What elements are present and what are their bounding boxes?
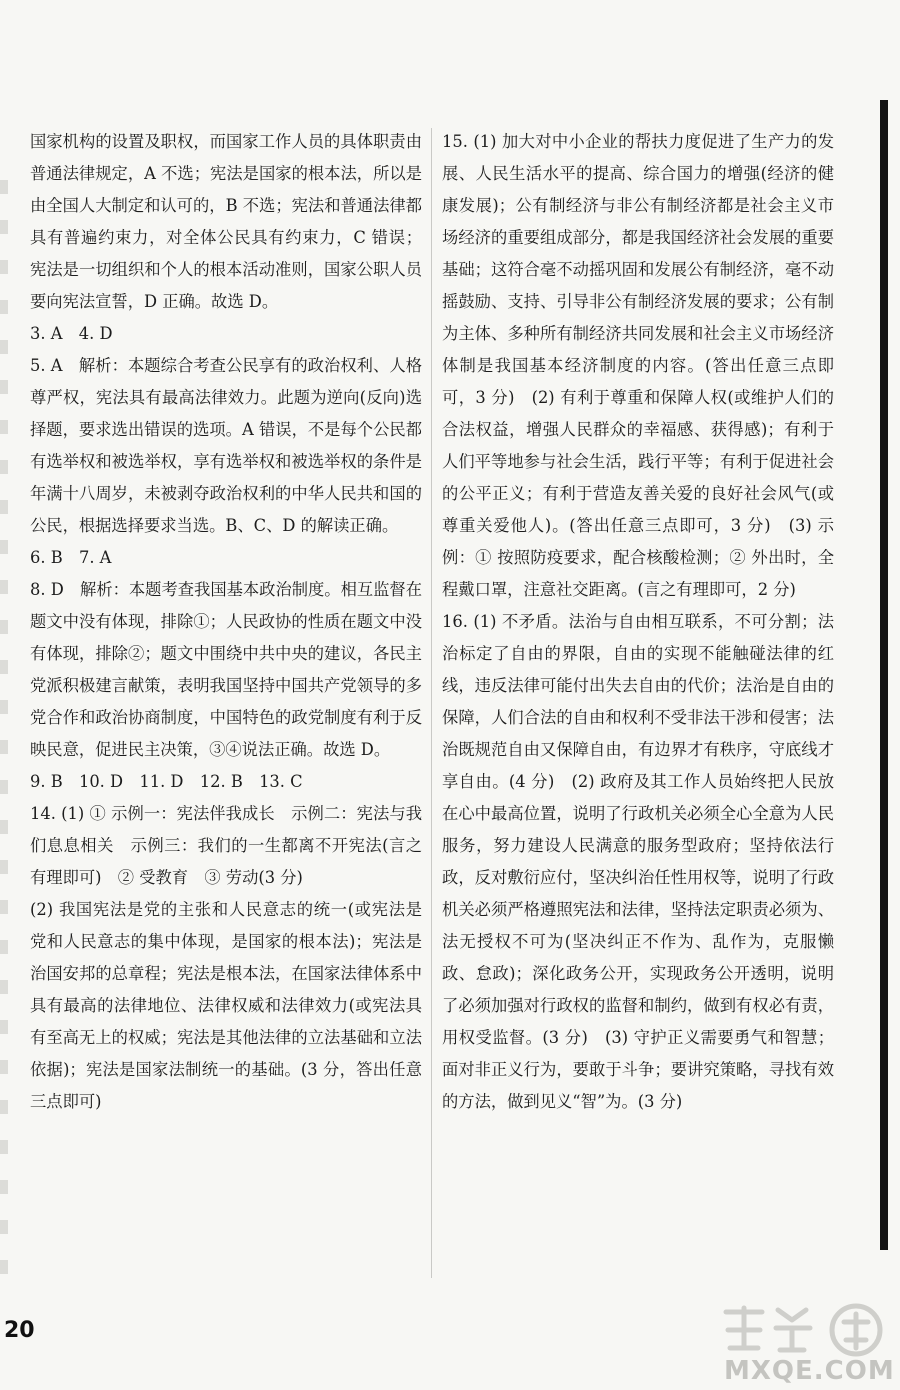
watermark-text: MXQE.COM [724,1356,895,1386]
right-column [442,126,834,1118]
watermark [706,1300,896,1384]
left-paragraph-5: 8. D 解析：本题考查我国基本政治制度。相互监督在题文中没有体现，排除①；人民政协的性质在题文中没有体现，排除②；题文中围绕中共中央的建议，各民主党派积极建言献策，表明我国坚持中国共产党领导的多党合作和政治协商制度，中国特色的政党制度有利于反映民意，促进民主决策，③④说法正确。故选 D。 [30,580,422,759]
left-paragraph-4: 6. B 7. A [30,548,112,567]
answer-stamp-icon [706,1300,896,1360]
right-edge-bar [880,100,888,1250]
left-paragraph-1: 国家机构的设置及职权，而国家工作人员的具体职责由普通法律规定，A 不选；宪法是国家的根本法，所以是由全国人大制定和认可的，B 不选；宪法和普通法律都具有普遍约束力，对全体公民具有约束力，C 错误；宪法是一切组织和个人的根本活动准则，国家公职人员要向宪法宣誓，D 正确。故选 D。 [30,132,422,311]
left-paragraph-3: 5. A 解析：本题综合考查公民享有的政治权利、人格尊严权，宪法具有最高法律效力。此题为逆向(反向)选择题，要求选出错误的选项。A 错误，不是每个公民都有选举权和被选举权，享有选举权和被选举权的条件是年满十八周岁，未被剥夺政治权利的中华人民共和国的公民，根据选择要求当选。B、C、D 的解读正确。 [30,356,422,535]
binding-edge [0,180,8,1280]
page-number: 20 [4,1318,35,1343]
left-paragraph-2: 3. A 4. D [30,324,113,343]
left-paragraph-7: 14. (1) ① 示例一：宪法伴我成长 示例二：宪法与我们息息相关 示例三：我们的一生都离不开宪法(言之有理即可) ② 受教育 ③ 劳动(3 分) [30,804,422,887]
column-divider [431,128,432,1278]
left-paragraph-6: 9. B 10. D 11. D 12. B 13. C [30,772,303,791]
left-column [30,126,422,1118]
right-paragraph-2: 16. (1) 不矛盾。法治与自由相互联系，不可分割；法治标定了自由的界限，自由的实现不能触碰法律的红线，违反法律可能付出失去自由的代价；法治是自由的保障，人们合法的自由和权利不受非法干涉和侵害；法治既规范自由又保障自由，有边界才有秩序，守底线才享自由。(4 分) (2) 政府及其工作人员始终把人民放在心中最高位置，说明了行政机关必须全心全意为人民服务，努力建设人民满意的服务型政府；坚持依法行政，反对敷衍应付，坚决纠治任性用权等，说明了行政机关必须严格遵照宪法和法律，坚持法定职责必须为、法无授权不可为(坚决纠正不作为、乱作为，克服懒政、怠政)；深化政务公开，实现政务公开透明，说明了必须加强对行政权的监督和制约，做到有权必有责，用权受监督。(3 分) (3) 守护正义需要勇气和智慧；面对非正义行为，要敢于斗争；要讲究策略，寻找有效的方法，做到见义“智”为。(3 分) [442,612,834,1111]
right-paragraph-1: 15. (1) 加大对中小企业的帮扶力度促进了生产力的发展、人民生活水平的提高、综合国力的增强(经济的健康发展)；公有制经济与非公有制经济都是社会主义市场经济的重要组成部分，都是我国经济社会发展的重要基础；这符合毫不动摇巩固和发展公有制经济，毫不动摇鼓励、支持、引导非公有制经济发展的要求；公有制为主体、多种所有制经济共同发展和社会主义市场经济体制是我国基本经济制度的内容。(答出任意三点即可，3 分) (2) 有利于尊重和保障人权(或维护人们的合法权益，增强人民群众的幸福感、获得感)；有利于人们平等地参与社会生活，践行平等；有利于促进社会的公平正义；有利于营造友善关爱的良好社会风气(或尊重关爱他人)。(答出任意三点即可，3 分) (3) 示例：① 按照防疫要求，配合核酸检测；② 外出时，全程戴口罩，注意社交距离。(言之有理即可，2 分) [442,132,834,599]
left-paragraph-8: (2) 我国宪法是党的主张和人民意志的统一(或宪法是党和人民意志的集中体现，是国家的根本法)；宪法是治国安邦的总章程；宪法是根本法，在国家法律体系中具有最高的法律地位、法律权威和法律效力(或宪法具有至高无上的权威；宪法是其他法律的立法基础和立法依据)；宪法是国家法制统一的基础。(3 分，答出任意三点即可) [30,900,422,1111]
